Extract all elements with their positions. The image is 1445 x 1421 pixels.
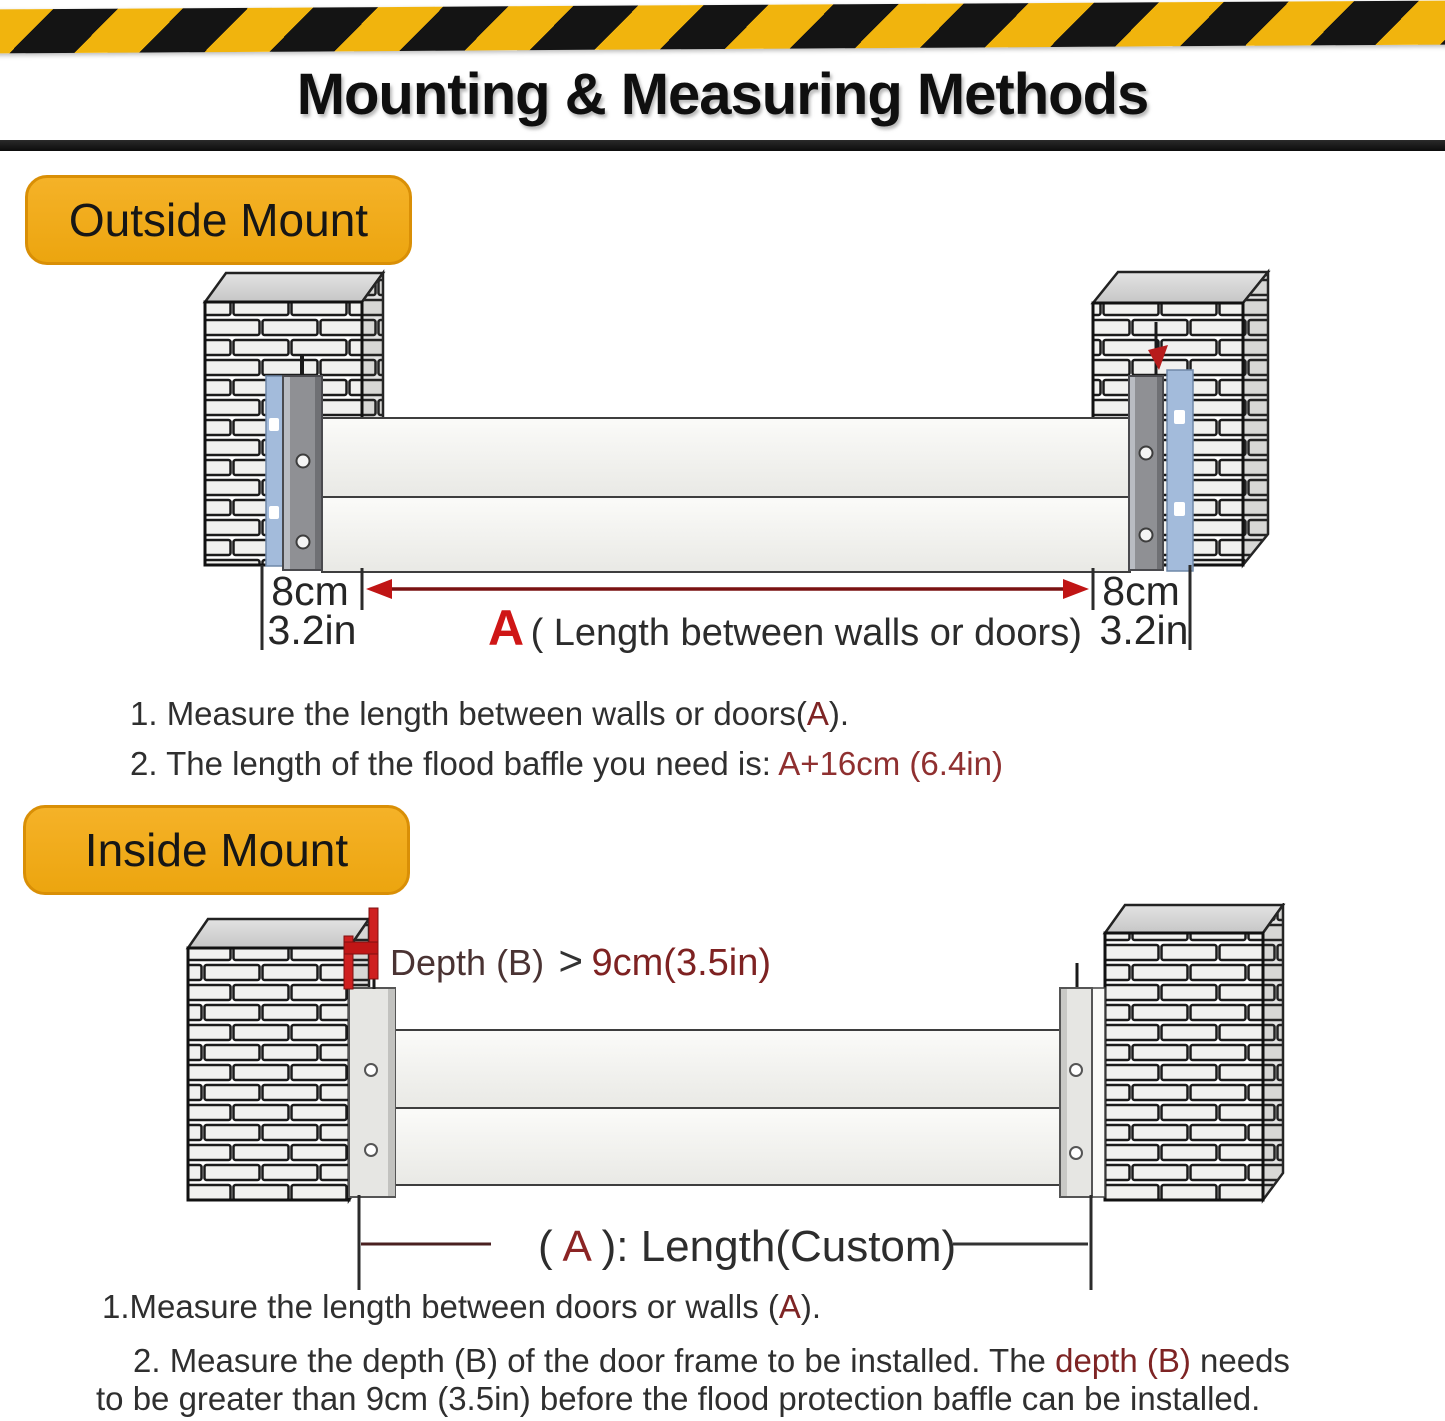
flood-barrier-top-board: [395, 1030, 1060, 1108]
flood-barrier: [322, 418, 1130, 572]
seal-reflection: [269, 418, 279, 431]
channel-screw-hole: [297, 536, 310, 549]
channel-screw-hole: [297, 455, 310, 468]
page-title: Mounting & Measuring Methods: [296, 62, 1149, 127]
channel-screw-hole: [365, 1144, 377, 1156]
flood-barrier-bottom-board: [395, 1108, 1060, 1185]
depth-b-ref: depth (B): [1055, 1342, 1191, 1379]
right-wall: [1092, 905, 1283, 1200]
inside-mount-diagram: [0, 903, 1445, 1303]
inside-mount-badge: [23, 805, 410, 895]
greater-than-sign: >: [558, 937, 584, 984]
left-wall-cap: [188, 919, 369, 948]
outside-mount-badge: [25, 175, 412, 265]
mounting-channel-left: [283, 356, 322, 570]
dimension-a-text: ( Length between walls or doors): [530, 612, 1082, 654]
dim-right-in: 3.2in: [1099, 607, 1189, 653]
dimension-a-inside: [359, 1195, 1091, 1290]
channel-shade: [315, 377, 321, 569]
seal-reflection: [1174, 410, 1185, 424]
right-wall-side-shade: [1263, 905, 1283, 1200]
inside-note-2: 2. Measure the depth (B) of the door frame to be installed. The depth (B) needs to be greater than 9cm (3.5in) before the flood protection baffle can be installed.: [96, 1342, 1290, 1417]
left-wall-cap: [205, 273, 383, 302]
depth-value: 9cm(3.5in): [591, 942, 771, 984]
dimension-a-letter: A: [488, 600, 525, 656]
note-a-ref: A: [778, 1288, 801, 1325]
inside-mount-notes: [96, 1288, 1290, 1418]
channel-highlight: [284, 377, 290, 569]
caution-stripe-banner: [0, 1, 1445, 54]
channel-highlight: [1130, 377, 1135, 569]
outside-note-1: 1. Measure the length between walls or doors(A).: [130, 695, 850, 732]
seal-reflection: [1174, 502, 1185, 516]
length-formula: A+16cm (6.4in): [778, 745, 1003, 782]
channel-screw-hole: [1140, 447, 1153, 460]
dim-left-in: 3.2in: [267, 607, 357, 653]
seal-strip-left: [266, 376, 283, 566]
note-a-ref: A: [806, 695, 829, 732]
depth-label-text: Depth (B): [390, 942, 545, 983]
seal-reflection: [269, 506, 279, 519]
channel-shade: [388, 989, 395, 1196]
channel-shade: [1157, 377, 1162, 569]
flood-barrier-bottom-board: [322, 497, 1130, 572]
seal-strip-right: [1167, 370, 1193, 571]
right-wall-side-shade: [1243, 272, 1268, 565]
outside-mount-badge-label: Outside Mount: [68, 194, 369, 246]
outside-note-2: 2. The length of the flood baffle you need is: A+16cm (6.4in): [130, 745, 1003, 782]
channel-screw-hole: [1070, 1147, 1082, 1159]
channel-screw-hole: [1070, 1064, 1082, 1076]
arrowhead-left: [366, 579, 392, 599]
dimension-a-outside: [262, 565, 1190, 656]
dim-left-cm: 8cm: [271, 568, 349, 614]
right-wall-cap: [1105, 905, 1283, 933]
inside-note-1: 1.Measure the length between doors or walls (A).: [102, 1288, 822, 1325]
depth-bracket-crossbar: [344, 942, 378, 954]
channel-screw-hole: [1140, 529, 1153, 542]
flood-barrier: [395, 1030, 1060, 1185]
arrowhead-right: [1063, 579, 1089, 599]
length-a-letter: A: [562, 1222, 590, 1271]
inside-mount-badge-label: Inside Mount: [84, 824, 349, 876]
outside-mount-diagram: [0, 258, 1445, 683]
dimension-a-label: [488, 600, 1082, 656]
dim-right-cm: 8cm: [1102, 568, 1180, 614]
channel-highlight: [1061, 989, 1067, 1196]
channel-screw-hole: [365, 1064, 377, 1076]
right-wall-reveal: [1092, 988, 1105, 1197]
right-wall-brick-face: [1105, 933, 1263, 1200]
left-wall: [188, 919, 369, 1200]
outside-mount-notes: [130, 695, 1003, 783]
header-divider-bar: [0, 140, 1445, 151]
left-wall-brick-face: [188, 948, 349, 1200]
length-custom-label: ( A ): Length(Custom): [538, 1222, 957, 1271]
depth-label: [390, 937, 771, 984]
right-wall-cap: [1093, 272, 1268, 303]
flood-barrier-top-board: [322, 418, 1130, 497]
mounting-channel-right: [1060, 963, 1092, 1197]
mounting-channel-left: [349, 988, 395, 1197]
